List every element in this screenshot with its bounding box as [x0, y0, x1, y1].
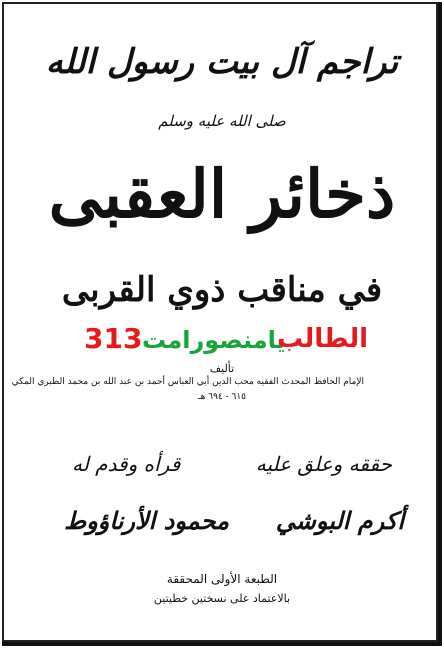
editor-2-label: قرأه وقدم له [72, 452, 181, 476]
editor-1-label: حققه وعلق عليه [255, 452, 392, 476]
author-label: تأليف [209, 362, 235, 375]
series-title: تراجم آل بيت رسول الله [45, 42, 399, 82]
edition-text: الطبعة الأولى المحققة [166, 572, 278, 586]
author-name: الإمام الحافظ المحدث الفقيه محب الدين أبي العباس أحمد بن عبد الله بن محمد الطبري المكي [11, 377, 364, 387]
editor-1-name: أكرم البوشي [275, 506, 404, 535]
book-title: ذخائر العقبى [48, 155, 396, 233]
editor-2-name: محمود الأرناؤوط [64, 506, 229, 535]
blessing-text: صلى الله عليه وسلم [158, 112, 286, 130]
watermark-name: يامنصورامت [142, 326, 286, 354]
watermark-label: الطالب [276, 324, 368, 354]
book-subtitle: في مناقب ذوي القربى [61, 270, 383, 310]
watermark-number: 313 [84, 322, 143, 355]
manuscripts-basis: بالاعتماد على نسختين خطيتين [153, 592, 291, 605]
page-border-shadow-right [438, 2, 442, 646]
author-years: ٦١٥ - ٦٩٤ هـ [197, 392, 247, 402]
page-border-shadow-bottom [2, 642, 442, 646]
watermark-stamp [84, 322, 384, 356]
